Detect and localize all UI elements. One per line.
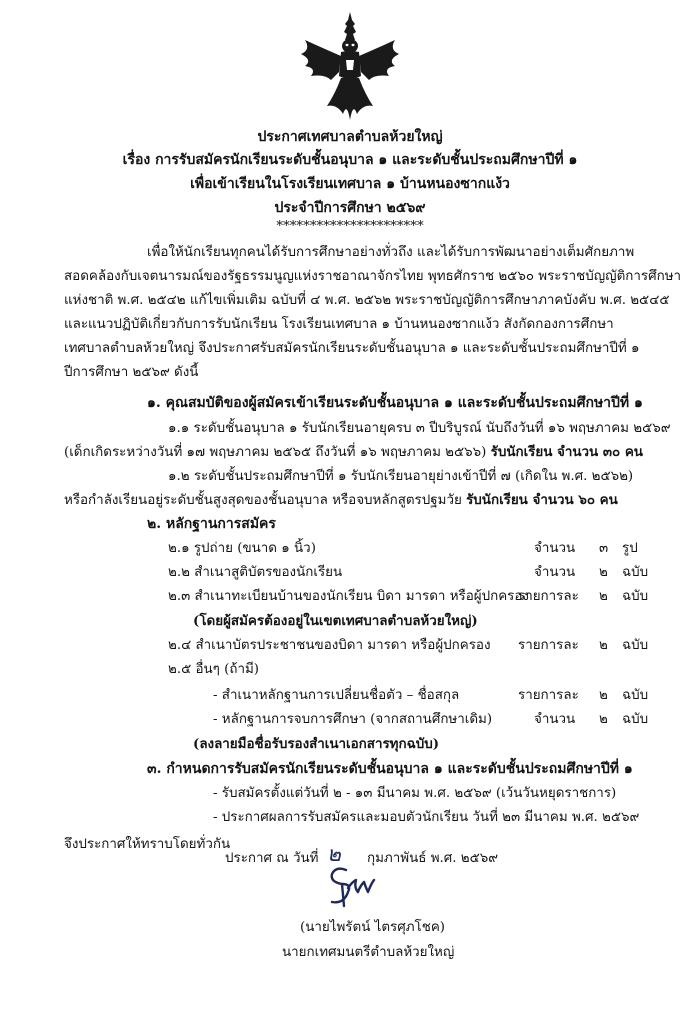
signer-title: นายกเทศมนตรีตำบลห้วยใหญ่ [282, 945, 455, 960]
subject-line-3: ประจำปีการศึกษา ๒๕๖๙ [274, 200, 426, 216]
section-1-heading: ๑. คุณสมบัติของผู้สมัครเข้าเรียนระดับชั้นอนุบาล ๑ และระดับชั้นประถมศึกษาปีที่ ๑ [147, 395, 643, 411]
subject-line-1: เรื่อง การรับสมัครนักเรียนระดับชั้นอนุบาล ๑ และระดับชั้นประถมศึกษาปีที่ ๑ [122, 152, 578, 168]
signer-name: (นายไพรัตน์ ไตรศุภโชค) [300, 920, 446, 935]
document-qty-label: จำนวน [534, 541, 576, 556]
announce-date-suffix: กุมภาพันธ์ พ.ศ. ๒๕๖๙ [367, 851, 499, 866]
document-qty: ๒ [599, 565, 608, 580]
section-3-heading: ๓. กำหนดการรับสมัครนักเรียนระดับชั้นอนุบาล ๑ และระดับชั้นประถมศึกษาปีที่ ๑ [147, 761, 633, 777]
signature [318, 862, 388, 908]
document-item-label: ๒.๔ สำเนาบัตรประชาชนของบิดา มารดา หรือผู้ปกครอง [168, 638, 491, 653]
residence-note: (โดยผู้สมัครต้องอยู่ในเขตเทศบาลตำบลห้วยใหญ่) [193, 613, 478, 629]
section-1-item-1-line-2 [64, 441, 643, 462]
document-qty-label: รายการละ [518, 589, 579, 604]
subject-line-2: เพื่อเข้าเรียนในโรงเรียนเทศบาล ๑ บ้านหนองซากแง้ว [190, 176, 510, 192]
document-qty: ๒ [599, 712, 608, 727]
eligibility-text: หรือกำลังเรียนอยู่ระดับชั้นสูงสุดของชั้นอนุบาล หรือจบหลักสูตรปฐมวัย [64, 493, 462, 508]
intro-line: และแนวปฏิบัติเกี่ยวกับการรับนักเรียน โรงเรียนเทศบาล ๑ บ้านหนองซากแง้ว สังกัดกองการศึกษา [64, 317, 614, 332]
document-item-label: ๒.๓ สำเนาทะเบียนบ้านของนักเรียน บิดา มารดา หรือผู้ปกครอง [168, 589, 529, 604]
birth-range-text: (เด็กเกิดระหว่างวันที่ ๑๗ พฤษภาคม ๒๕๖๕ ถึงวันที่ ๑๖ พฤษภาคม ๒๕๖๖) [64, 445, 487, 460]
intro-line: เพื่อให้นักเรียนทุกคนได้รับการศึกษาอย่างทั่วถึง และได้รับการพัฒนาอย่างเต็มศักยภาพ [147, 245, 635, 260]
document-item-label: ๒.๑ รูปถ่าย (ขนาด ๑ นิ้ว) [168, 541, 316, 556]
kindergarten-quota: รับนักเรียน จำนวน ๓๐ คน [490, 444, 643, 460]
document-qty: ๒ [599, 638, 608, 653]
intro-line: ปีการศึกษา ๒๕๖๙ ดังนี้ [64, 365, 199, 380]
document-unit: ฉบับ [622, 589, 649, 604]
document-qty-label: รายการละ [518, 638, 579, 653]
section-1-item-2-line-2 [64, 489, 618, 510]
document-qty: ๓ [599, 541, 609, 556]
schedule-item: - รับสมัครตั้งแต่วันที่ ๒ - ๑๓ มีนาคม พ.ศ. ๒๕๖๙ (เว้นวันหยุดราชการ) [213, 786, 617, 801]
document-qty-label: จำนวน [534, 712, 576, 727]
other-document-label: - สำเนาหลักฐานการเปลี่ยนชื่อตัว – ชื่อสกุล [213, 688, 460, 703]
document-qty-label: รายการละ [518, 688, 579, 703]
intro-line: เทศบาลตำบลห้วยใหญ่ จึงประกาศรับสมัครนักเรียนระดับชั้นอนุบาล ๑ และระดับชั้นประถมศึกษาปีที่ ๑ [64, 341, 640, 356]
others-label: ๒.๕ อื่นๆ (ถ้ามี) [168, 662, 260, 677]
intro-line: สอดคล้องกับเจตนารมณ์ของรัฐธรรมนูญแห่งราชอาณาจักรไทย พุทธศักราช ๒๕๖๐ พระราชบัญญัติการศึกษา [64, 269, 682, 284]
certify-note: (ลงลายมือชื่อรับรองสำเนาเอกสารทุกฉบับ) [193, 736, 440, 752]
document-qty: ๒ [599, 589, 608, 604]
document-unit: ฉบับ [622, 638, 649, 653]
document-qty: ๒ [599, 688, 608, 703]
section-1-item-2-line-1: ๑.๒ ระดับชั้นประถมศึกษาปีที่ ๑ รับนักเรียนอายุย่างเข้าปีที่ ๗ (เกิดใน พ.ศ. ๒๕๖๒) [168, 469, 634, 484]
schedule-item: - ประกาศผลการรับสมัครและมอบตัวนักเรียน วันที่ ๒๓ มีนาคม พ.ศ. ๒๕๖๙ [213, 810, 640, 825]
intro-line: แห่งชาติ พ.ศ. ๒๕๔๒ แก้ไขเพิ่มเติม ฉบับที่ ๔ พ.ศ. ๒๕๖๒ พระราชบัญญัติการศึกษาภาคบังคับ พ.ศ. ๒๕๔๕ [64, 293, 670, 308]
document-qty-label: จำนวน [534, 565, 576, 580]
star-divider: ********************** [276, 219, 424, 234]
closing-announce: จึงประกาศให้ทราบโดยทั่วกัน [64, 837, 231, 852]
garuda-emblem [297, 10, 403, 123]
primary-quota: รับนักเรียน จำนวน ๖๐ คน [466, 492, 618, 508]
document-unit: รูป [622, 541, 638, 556]
document-unit: ฉบับ [622, 688, 649, 703]
document-item-label: ๒.๒ สำเนาสูติบัตรของนักเรียน [168, 565, 343, 580]
section-1-item-1-line-1: ๑.๑ ระดับชั้นอนุบาล ๑ รับนักเรียนอายุครบ ๓ ปีบริบูรณ์ นับถึงวันที่ ๑๖ พฤษภาคม ๒๕๖๙ [168, 421, 671, 436]
document-unit: ฉบับ [622, 565, 649, 580]
announcement-title: ประกาศเทศบาลตำบลห้วยใหญ่ [257, 129, 443, 145]
announce-date-prefix: ประกาศ ณ วันที่ [225, 851, 319, 866]
announce-day-handwritten: ๒ [327, 842, 341, 866]
section-2-heading: ๒. หลักฐานการสมัคร [147, 516, 276, 532]
other-document-label: - หลักฐานการจบการศึกษา (จากสถานศึกษาเดิม) [213, 712, 493, 727]
document-unit: ฉบับ [622, 712, 649, 727]
